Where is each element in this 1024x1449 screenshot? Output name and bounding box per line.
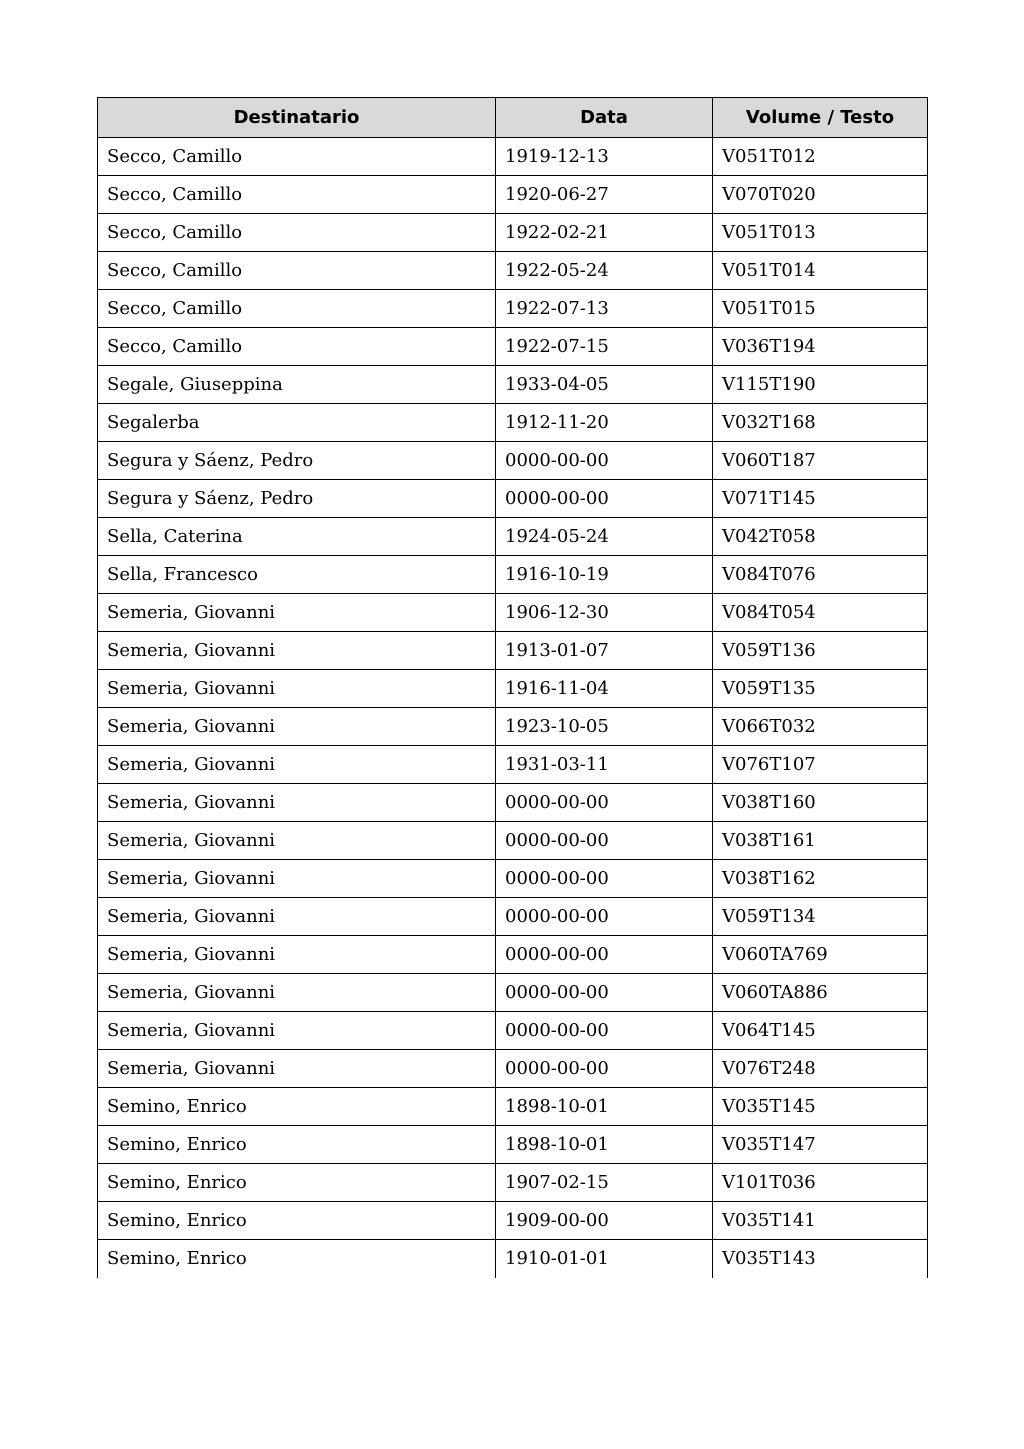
cell-destinatario: Segura y Sáenz, Pedro: [98, 442, 496, 480]
cell-destinatario: Secco, Camillo: [98, 328, 496, 366]
cell-destinatario: Semeria, Giovanni: [98, 632, 496, 670]
table-row: [98, 898, 928, 936]
cell-volume-testo: V060TA886: [713, 974, 928, 1012]
cell-destinatario: Semeria, Giovanni: [98, 936, 496, 974]
cell-destinatario: Semino, Enrico: [98, 1164, 496, 1202]
document-page: [97, 97, 927, 1278]
table-row: [98, 822, 928, 860]
cell-data: 1898-10-01: [496, 1088, 713, 1126]
table-row: [98, 290, 928, 328]
table-row: [98, 860, 928, 898]
cell-destinatario: Secco, Camillo: [98, 176, 496, 214]
cell-destinatario: Segura y Sáenz, Pedro: [98, 480, 496, 518]
cell-destinatario: Semeria, Giovanni: [98, 784, 496, 822]
cell-data: 1923-10-05: [496, 708, 713, 746]
cell-data: 0000-00-00: [496, 822, 713, 860]
cell-destinatario: Semeria, Giovanni: [98, 898, 496, 936]
table-row: [98, 1088, 928, 1126]
cell-destinatario: Semino, Enrico: [98, 1126, 496, 1164]
cell-data: 1898-10-01: [496, 1126, 713, 1164]
table-row: [98, 328, 928, 366]
cell-volume-testo: V059T136: [713, 632, 928, 670]
cell-destinatario: Semeria, Giovanni: [98, 746, 496, 784]
cell-data: 1931-03-11: [496, 746, 713, 784]
table-row: [98, 214, 928, 252]
cell-data: 1916-11-04: [496, 670, 713, 708]
cell-volume-testo: V038T162: [713, 860, 928, 898]
table-row: [98, 632, 928, 670]
cell-data: 0000-00-00: [496, 936, 713, 974]
table-row: [98, 252, 928, 290]
cell-data: 1919-12-13: [496, 138, 713, 176]
cell-volume-testo: V071T145: [713, 480, 928, 518]
table-row: [98, 442, 928, 480]
cell-data: 1912-11-20: [496, 404, 713, 442]
cell-data: 1922-07-15: [496, 328, 713, 366]
table-row: [98, 1012, 928, 1050]
cell-data: 1913-01-07: [496, 632, 713, 670]
header-volume-testo: Volume / Testo: [713, 98, 928, 138]
cell-destinatario: Semeria, Giovanni: [98, 822, 496, 860]
cell-volume-testo: V051T014: [713, 252, 928, 290]
cell-data: 0000-00-00: [496, 442, 713, 480]
cell-data: 1910-01-01: [496, 1240, 713, 1278]
table-row: [98, 176, 928, 214]
table-row: [98, 480, 928, 518]
cell-data: 1916-10-19: [496, 556, 713, 594]
cell-destinatario: Segalerba: [98, 404, 496, 442]
cell-destinatario: Semino, Enrico: [98, 1240, 496, 1278]
cell-data: 0000-00-00: [496, 480, 713, 518]
cell-destinatario: Semeria, Giovanni: [98, 670, 496, 708]
table-row: [98, 138, 928, 176]
cell-volume-testo: V035T143: [713, 1240, 928, 1278]
cell-destinatario: Semino, Enrico: [98, 1202, 496, 1240]
cell-volume-testo: V076T107: [713, 746, 928, 784]
table-row: [98, 746, 928, 784]
table-row: [98, 1050, 928, 1088]
table-row: [98, 518, 928, 556]
cell-destinatario: Secco, Camillo: [98, 138, 496, 176]
cell-destinatario: Segale, Giuseppina: [98, 366, 496, 404]
table-row: [98, 974, 928, 1012]
cell-data: 0000-00-00: [496, 1050, 713, 1088]
cell-data: 1909-00-00: [496, 1202, 713, 1240]
cell-destinatario: Semeria, Giovanni: [98, 974, 496, 1012]
cell-volume-testo: V070T020: [713, 176, 928, 214]
cell-volume-testo: V036T194: [713, 328, 928, 366]
cell-data: 1922-02-21: [496, 214, 713, 252]
table-row: [98, 366, 928, 404]
table-row: [98, 708, 928, 746]
cell-volume-testo: V084T054: [713, 594, 928, 632]
correspondence-table: [97, 97, 928, 1278]
cell-volume-testo: V066T032: [713, 708, 928, 746]
cell-volume-testo: V035T145: [713, 1088, 928, 1126]
cell-data: 1920-06-27: [496, 176, 713, 214]
cell-data: 1906-12-30: [496, 594, 713, 632]
cell-data: 1907-02-15: [496, 1164, 713, 1202]
cell-volume-testo: V084T076: [713, 556, 928, 594]
cell-data: 0000-00-00: [496, 784, 713, 822]
table-row: [98, 594, 928, 632]
header-destinatario: Destinatario: [98, 98, 496, 138]
cell-destinatario: Sella, Caterina: [98, 518, 496, 556]
cell-volume-testo: V032T168: [713, 404, 928, 442]
table-row: [98, 784, 928, 822]
table-row: [98, 1126, 928, 1164]
cell-volume-testo: V035T141: [713, 1202, 928, 1240]
table-header: [98, 98, 928, 138]
cell-volume-testo: V115T190: [713, 366, 928, 404]
cell-volume-testo: V059T135: [713, 670, 928, 708]
cell-destinatario: Secco, Camillo: [98, 290, 496, 328]
cell-destinatario: Semeria, Giovanni: [98, 860, 496, 898]
cell-destinatario: Sella, Francesco: [98, 556, 496, 594]
table-row: [98, 1164, 928, 1202]
table-body: [98, 138, 928, 1278]
table-row: [98, 404, 928, 442]
cell-volume-testo: V076T248: [713, 1050, 928, 1088]
cell-volume-testo: V038T160: [713, 784, 928, 822]
cell-data: 0000-00-00: [496, 860, 713, 898]
cell-volume-testo: V059T134: [713, 898, 928, 936]
cell-destinatario: Semeria, Giovanni: [98, 594, 496, 632]
cell-data: 1922-05-24: [496, 252, 713, 290]
cell-destinatario: Semeria, Giovanni: [98, 1050, 496, 1088]
table-row: [98, 1202, 928, 1240]
cell-destinatario: Secco, Camillo: [98, 252, 496, 290]
cell-volume-testo: V064T145: [713, 1012, 928, 1050]
cell-volume-testo: V051T012: [713, 138, 928, 176]
cell-destinatario: Semino, Enrico: [98, 1088, 496, 1126]
cell-destinatario: Semeria, Giovanni: [98, 1012, 496, 1050]
cell-volume-testo: V051T013: [713, 214, 928, 252]
header-data: Data: [496, 98, 713, 138]
cell-data: 1933-04-05: [496, 366, 713, 404]
table-row: [98, 936, 928, 974]
cell-data: 0000-00-00: [496, 974, 713, 1012]
cell-volume-testo: V101T036: [713, 1164, 928, 1202]
cell-data: 1924-05-24: [496, 518, 713, 556]
cell-data: 0000-00-00: [496, 898, 713, 936]
cell-volume-testo: V060TA769: [713, 936, 928, 974]
cell-volume-testo: V035T147: [713, 1126, 928, 1164]
cell-volume-testo: V051T015: [713, 290, 928, 328]
header-row: [98, 98, 928, 138]
cell-destinatario: Secco, Camillo: [98, 214, 496, 252]
table-row: [98, 556, 928, 594]
cell-data: 1922-07-13: [496, 290, 713, 328]
cell-volume-testo: V038T161: [713, 822, 928, 860]
cell-volume-testo: V060T187: [713, 442, 928, 480]
cell-data: 0000-00-00: [496, 1012, 713, 1050]
table-row: [98, 670, 928, 708]
table-row: [98, 1240, 928, 1278]
cell-volume-testo: V042T058: [713, 518, 928, 556]
cell-destinatario: Semeria, Giovanni: [98, 708, 496, 746]
